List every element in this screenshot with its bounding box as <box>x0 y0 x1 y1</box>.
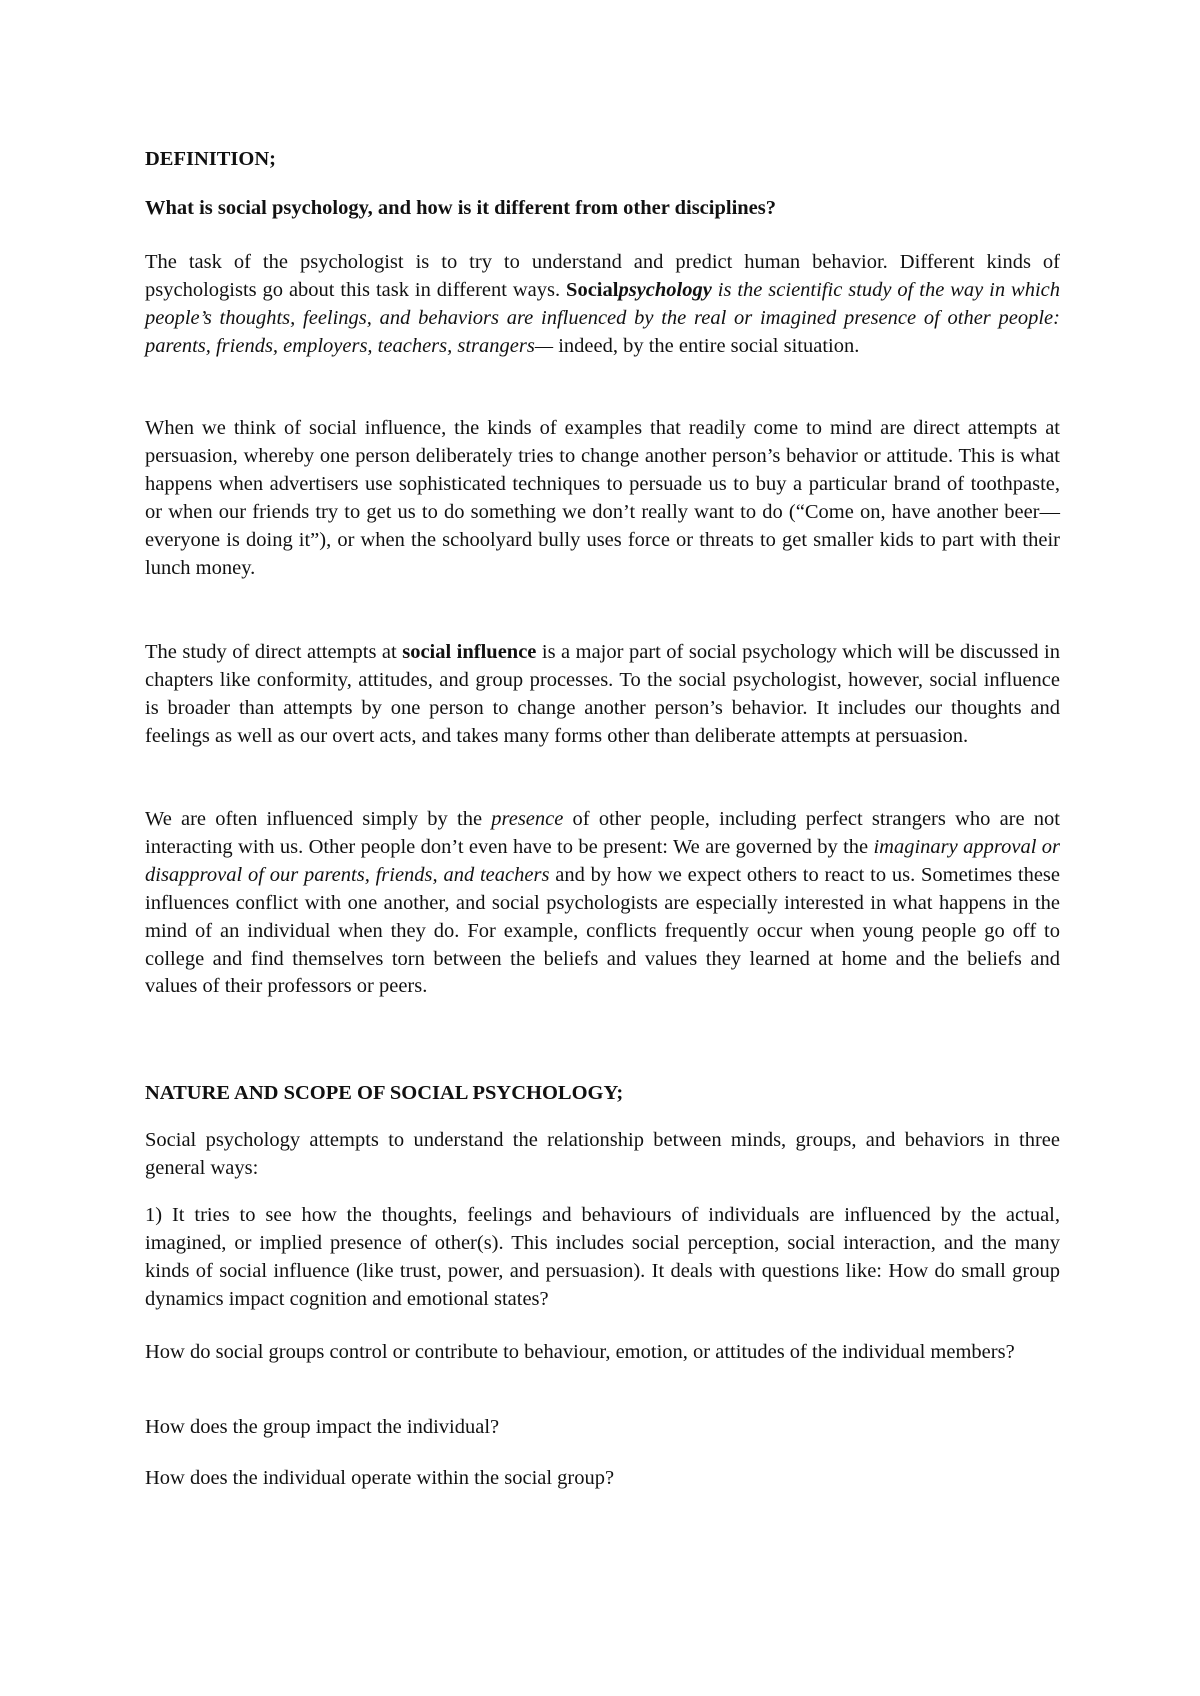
term-psychology: psychology <box>618 278 712 301</box>
definition-heading: DEFINITION; <box>145 148 276 170</box>
term-imaginary-approval: imaginary approval or disapproval of our parents, friends, and teachers <box>145 835 1060 886</box>
presence-paragraph: We are often influenced simply by the presence of other people, including perfect strangers who are not interacting with us. Other people don’t even have to be present: We are governed by the imaginary approval or disapproval of our parents, friends, and teachers and by how we expect others to react to us. Sometimes these influences conflict with one another, and social psychologists are especially interested in what happens in the mind of an individual when they do. For example, conflicts frequently occur when young people go off to college and find themselves torn between the beliefs and values they learned at home and the beliefs and values of their professors or peers. <box>145 808 1060 998</box>
social-influence-paragraph: When we think of social influence, the kinds of examples that readily come to mind are direct attempts at persuasion, whereby one person deliberately tries to change another person’s behavior or attitude. This is what happens when advertisers use sophisticated techniques to persuade us to buy a particular brand of toothpaste, or when our friends try to get us to do something we don’t really want to do (“Come on, have another beer—everyone is doing it”), or when the schoolyard bully uses force or threats to get smaller kids to part with their lunch money. <box>145 417 1060 579</box>
definition-italic-text: is the scientific study of the way in which people’s thoughts, feelings, and behaviors are influenced by the real or imagined presence of other people: parents, friends, employers, teachers, strangers— <box>145 278 1060 357</box>
term-social: Social <box>566 278 619 301</box>
question-group-impact: How does the group impact the individual? <box>145 1416 500 1438</box>
nature-heading: NATURE AND SCOPE OF SOCIAL PSYCHOLOGY; <box>145 1082 624 1104</box>
point-one-paragraph: 1) It tries to see how the thoughts, feelings and behaviours of individuals are influenced by the actual, imagined, or implied presence of other(s). This includes social perception, social interaction, and the many kinds of social influence (like trust, power, and persuasion). It deals with questions like: How do small group dynamics impact cognition and emotional states? <box>145 1204 1060 1310</box>
definition-question: What is social psychology, and how is it different from other disciplines? <box>145 197 776 219</box>
nature-intro-paragraph: Social psychology attempts to understand the relationship between minds, groups, and behaviors in three general ways: <box>145 1129 1060 1179</box>
term-social-influence: social influence <box>402 641 537 663</box>
direct-attempts-paragraph: The study of direct attempts at social influence is a major part of social psychology which will be discussed in chapters like conformity, attitudes, and group processes. To the social psychologist, however, social influence is broader than attempts by one person to change another person’s behavior. It includes our thoughts and feelings as well as our overt acts, and takes many forms other than deliberate attempts at persuasion. <box>145 641 1060 747</box>
term-presence: presence <box>491 808 564 830</box>
question-individual-operate: How does the individual operate within the social group? <box>145 1467 615 1489</box>
question-social-groups: How do social groups control or contribute to behaviour, emotion, or attitudes of the individual members? <box>145 1341 1015 1363</box>
definition-intro-text: The task of the psychologist is to try to understand and predict human behavior. Different kinds of psychologists go about this task in different ways. <box>145 251 1060 301</box>
definition-ending-text: indeed, by the entire social situation. <box>558 334 860 357</box>
definition-paragraph <box>145 249 1060 361</box>
